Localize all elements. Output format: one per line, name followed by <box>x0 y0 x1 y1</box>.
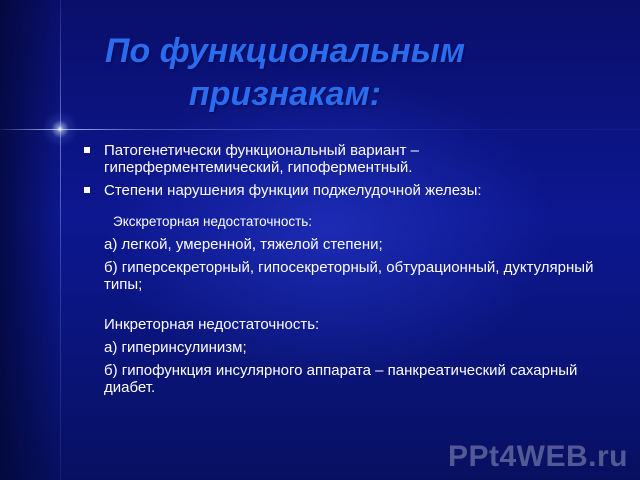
title-line-2: признакам: <box>188 75 382 113</box>
slide-title <box>70 30 500 116</box>
watermark-logo: PPt4WEB.ru <box>447 440 628 473</box>
exocrine-item: а) легкой, умеренной, тяжелой степени; <box>104 236 383 253</box>
exocrine-heading: Экскреторная недостаточность: <box>113 214 313 229</box>
endocrine-item: б) гипофункция инсулярного аппарата – панкреатический сахарный диабет. <box>104 362 578 396</box>
horizontal-light-line <box>0 129 640 130</box>
bullet-item <box>80 182 600 199</box>
bullet-text: Степени нарушения функции поджелудочной железы: <box>104 182 482 199</box>
bullet-text: Патогенетически функциональный вариант – гиперферментемический, гипоферментный. <box>104 142 419 176</box>
title-line-1: По функциональным <box>104 32 465 70</box>
bullet-item <box>80 142 600 176</box>
endocrine-heading: Инкреторная недостаточность: <box>104 316 320 333</box>
slide-content <box>80 142 600 402</box>
square-bullet-icon <box>84 187 90 193</box>
left-shadow-decoration <box>0 0 60 480</box>
vertical-light-line <box>60 0 61 480</box>
exocrine-item: б) гиперсекреторный, гипосекреторный, обтурационный, дуктулярный типы; <box>104 259 594 293</box>
endocrine-item: а) гиперинсулинизм; <box>104 339 247 356</box>
square-bullet-icon <box>84 147 90 153</box>
